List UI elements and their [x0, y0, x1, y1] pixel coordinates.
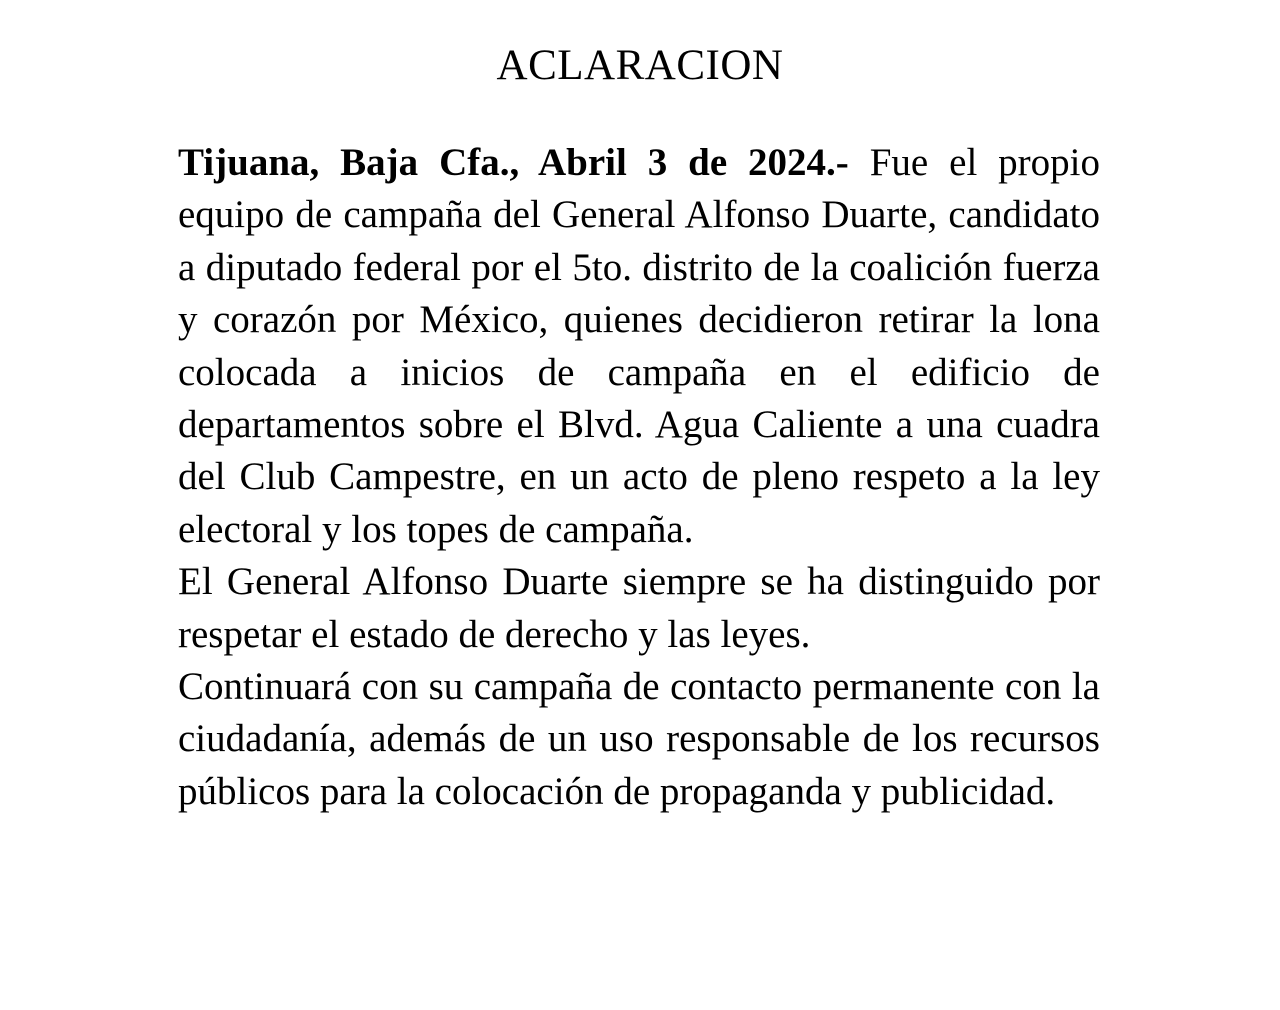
paragraph-1-text: Fue el propio equipo de campaña del General Alfonso Duarte, candidato a diputado federal por el 5to. distrito de la coalición fuerza y corazón por México, quienes decidieron retirar la lona colocada a inicios de campaña en el edificio de departamentos sobre el Blvd. Agua Caliente a una cuadra del Club Campestre, en un acto de pleno respeto a la ley electoral y los topes de campaña. — [178, 141, 1101, 551]
paragraph-3: Continuará con su campaña de contacto permanente con la ciudadanía, además de un uso responsable de los recursos públicos para la colocación de propaganda y publicidad. — [178, 665, 1100, 813]
paragraph-1 — [178, 137, 1100, 556]
dateline: Tijuana, Baja Cfa., Abril 3 de 2024.- — [178, 141, 849, 184]
document-title: ACLARACION — [496, 42, 784, 89]
paragraph-2: El General Alfonso Duarte siempre se ha distinguido por respetar el estado de derecho y las leyes. — [178, 560, 1100, 656]
document-body — [178, 137, 1100, 818]
